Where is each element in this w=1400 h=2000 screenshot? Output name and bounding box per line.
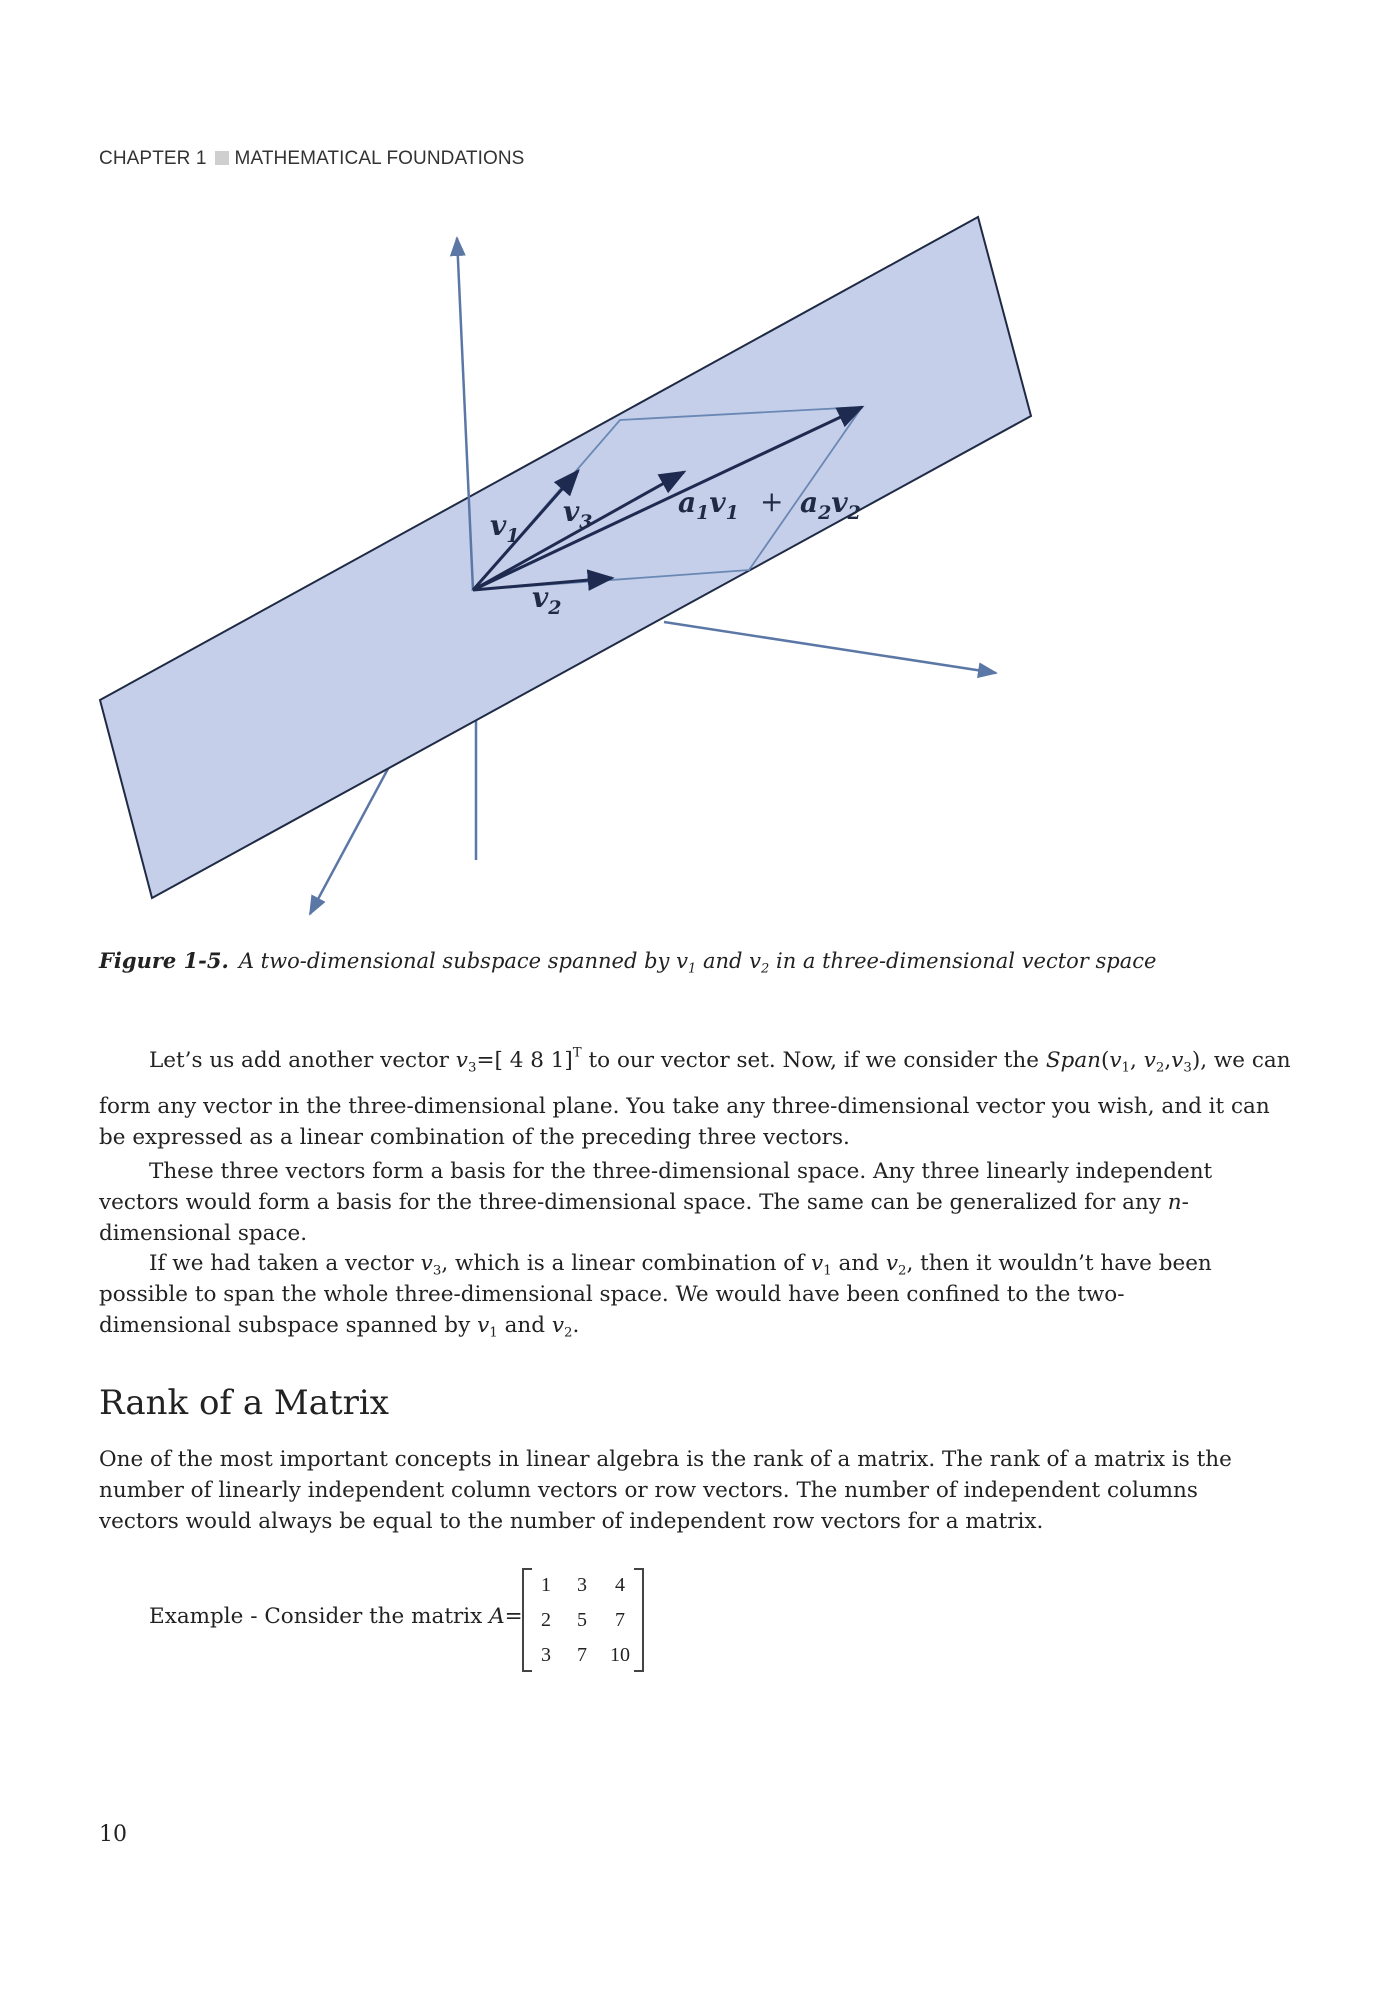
matrix-cell: 1 (541, 1574, 551, 1596)
paragraph-1-line-3: be expressed as a linear combination of the preceding three vectors. (99, 1125, 850, 1150)
label-v3: $v_3$ (563, 495, 593, 533)
matrix-cell: 10 (610, 1644, 630, 1666)
paragraph-1-line-2: form any vector in the three-dimensional plane. You take any three-dimensional vector you wish, and it can (99, 1094, 1270, 1119)
axis-right (664, 622, 996, 673)
matrix-A (522, 1568, 644, 1672)
chapter-label: CHAPTER 1 (99, 148, 207, 169)
matrix-cell: 7 (615, 1609, 625, 1631)
page-number: 10 (99, 1822, 127, 1847)
matrix-cell: 2 (541, 1609, 551, 1631)
paragraph-2: These three vectors form a basis for the three-dimensional space. Any three linearly independent vectors would form a basis for the three-dimensional space. The same can be generalized for any n-dimensional space. (99, 1159, 1213, 1246)
label-plus: + (760, 485, 784, 518)
label-a1v1: $a_1v_1$ (678, 486, 739, 524)
matrix-cell: 7 (577, 1644, 587, 1666)
label-v2: $v_2$ (532, 581, 562, 619)
label-v1: $v_1$ (490, 509, 520, 547)
subspace-figure (0, 0, 1400, 940)
paragraph-3: If we had taken a vector $v_3$, which is a linear combination of $v_1$ and $v_2$, then it wouldn’t have been possible to span the whole three-dimensional space. We would have been confined to the two-dimensional subspace spanned by $v_1$ and $v_2$. (99, 1251, 1212, 1341)
example-label: Example - Consider the matrix A= (149, 1604, 523, 1629)
matrix-cell: 4 (615, 1574, 625, 1596)
matrix-cell: 3 (577, 1574, 587, 1596)
chapter-title: MATHEMATICAL FOUNDATIONS (234, 148, 525, 169)
paragraph-1-line-1: Let’s us add another vector $v_3=$[ 4 8 1]$^T$ to our vector set. Now, if we consider the $Span(v_1$, $v_2,v_3$), we can (149, 1045, 1291, 1076)
subspace-plane (100, 217, 1031, 898)
section-heading: Rank of a Matrix (99, 1383, 389, 1423)
matrix-cell: 5 (577, 1609, 587, 1631)
label-a2v2: $a_2v_2$ (800, 486, 861, 524)
matrix-cell: 3 (541, 1644, 551, 1666)
matrix-example (149, 1568, 669, 1678)
figure-label: Figure 1-5. (99, 948, 229, 973)
figure-caption: Figure 1-5. A two-dimensional subspace spanned by $v_1$ and $v_2$ in a three-dimensional vector space (99, 948, 1157, 977)
section-body: One of the most important concepts in linear algebra is the rank of a matrix. The rank of a matrix is the number of linearly independent column vectors or row vectors. The number of independent columns vectors would always be equal to the number of independent row vectors for a matrix. (99, 1447, 1232, 1534)
